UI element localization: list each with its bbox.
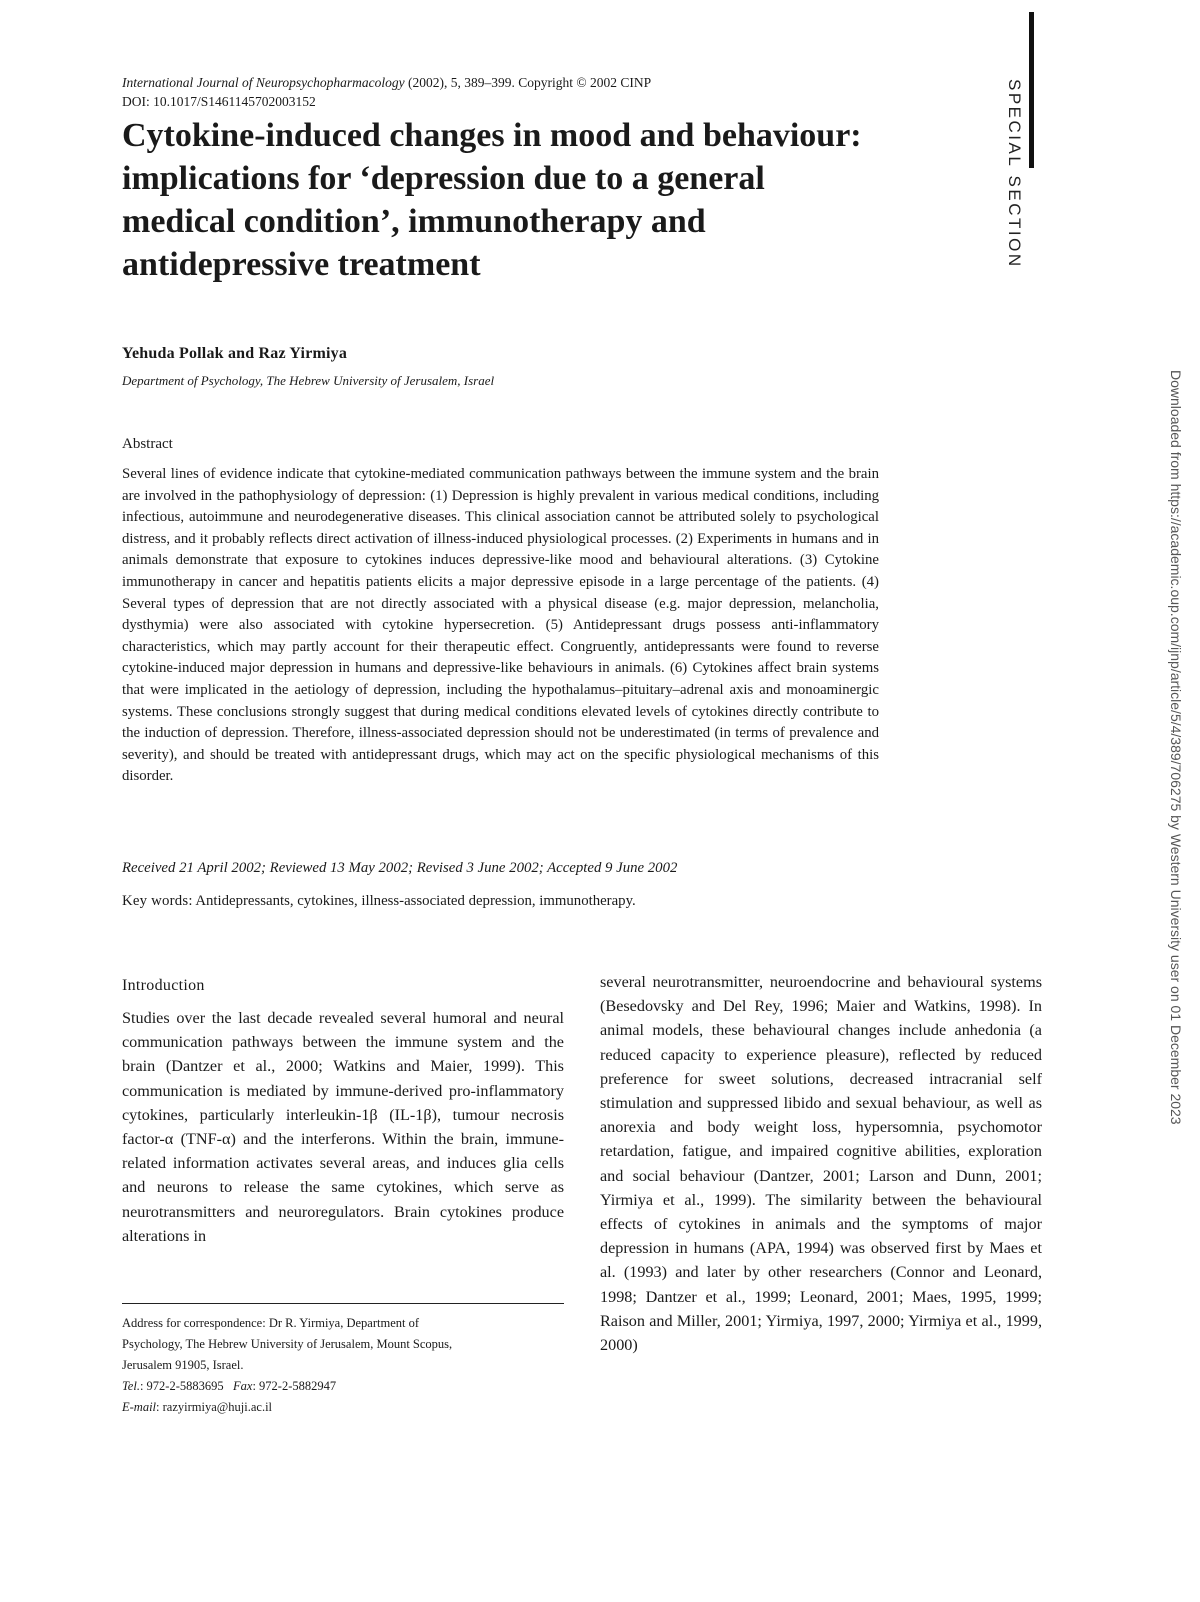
correspondence-phone-fax <box>122 1376 564 1397</box>
keywords <box>122 893 636 910</box>
correspondence-footnote <box>122 1313 564 1418</box>
fax-label: Fax <box>233 1379 253 1393</box>
doi: DOI: 10.1017/S1461145702003152 <box>122 94 316 109</box>
fax-number: : 972-2-5882947 <box>252 1379 337 1393</box>
correspondence-email <box>122 1397 564 1418</box>
abstract-text: Several lines of evidence indicate that cytokine-mediated communication pathways between the immune system and the brain are involved in the pathophysiology of depression: (1) Depression is highly prevalent in various medical conditions, including infectious, autoimmune and neurodegenerative diseases. This clinical association cannot be attributed solely to psychological distress, and it probably reflects direct activation of illness-induced physiological processes. (2) Experiments in humans and in animals demonstrate that exposure to cytokines induces depressive-like mood and behavioural alterations. (3) Cytokine immunotherapy in cancer and hepatitis patients elicits a major depressive episode in a large percentage of the patients. (4) Several types of depression that are not directly associated with a physical disease (e.g. major depression, melancholia, dysthymia) were also associated with cytokine hypersecretion. (5) Antidepressant drugs possess anti-inflammatory characteristics, which may partly account for their therapeutic effect. Congruently, antidepressants were found to reverse cytokine-induced major depression in humans and depressive-like behaviours in animals. (6) Cytokines affect brain systems that were implicated in the aetiology of depression, including the hypothalamus–pituitary–adrenal axis and monoaminergic systems. These conclusions strongly suggest that during medical conditions elevated levels of cytokines directly contribute to the induction of depression. Therefore, illness-associated depression should not be underestimated (in terms of prevalence and severity), and should be treated with antidepressant drugs, which may act on the specific physiological mechanisms of this disorder. <box>122 466 879 785</box>
journal-volume-pages: (2002), 5, 389–399. Copyright © 2002 CINP <box>404 75 652 90</box>
special-section-label <box>976 79 1024 269</box>
special-section-bar <box>1029 12 1034 168</box>
tel-number: : 972-2-5883695 <box>139 1379 224 1393</box>
article-title: Cytokine-induced changes in mood and behaviour: implications for ‘depression due to a general medical condition’, immunotherapy and antidepressive treatment <box>122 117 862 283</box>
journal-citation <box>122 73 651 92</box>
introduction-heading: Introduction <box>122 977 205 994</box>
correspondence-line-3: Jerusalem 91905, Israel. <box>122 1358 244 1372</box>
footnote-divider <box>122 1303 564 1304</box>
introduction-right-column: several neurotransmitter, neuroendocrine and behavioural systems (Besedovsky and Del Rey, 1996; Maier and Watkins, 1998). In animal models, these behavioural changes include anhedonia (a reduced capacity to experience pleasure), reflected by reduced preference for sweet solutions, decreased intracranial self stimulation and suppressed libido and sexual behaviour, as well as anorexia and body weight loss, hypersomnia, psychomotor retardation, fatigue, and impaired cognitive abilities, exploration and social behaviour (Dantzer, 2001; Larson and Dunn, 2001; Yirmiya et al., 1999). The similarity between the behavioural effects of cytokines in animals and the symptoms of major depression in humans (APA, 1994) was observed first by Maes et al. (1993) and later by other researchers (Connor and Leonard, 1998; Dantzer et al., 1999; Leonard, 2001; Maes, 1995, 1999; Raison and Miller, 2001; Yirmiya, 1997, 2000; Yirmiya et al., 1999, 2000) <box>600 973 1042 1355</box>
tel-label: Tel. <box>122 1379 140 1393</box>
introduction-left-column: Studies over the last decade revealed several humoral and neural communication pathways between the immune system and the brain (Dantzer et al., 2000; Watkins and Maier, 1999). This communication is mediated by immune-derived pro-inflammatory cytokines, particularly interleukin-1β (IL-1β), tumour necrosis factor-α (TNF-α) and the interferons. Within the brain, immune-related information activates several areas, and induces glia cells and neurons to release the same cytokines, which serve as neurotransmitters and neuroregulators. Brain cytokines produce alterations in <box>122 1009 564 1245</box>
abstract-heading: Abstract <box>122 436 173 452</box>
correspondence-line-2: Psychology, The Hebrew University of Jerusalem, Mount Scopus, <box>122 1337 453 1351</box>
keywords-list: : Antidepressants, cytokines, illness-associated depression, immunotherapy. <box>188 893 636 909</box>
download-notice: Downloaded from https://academic.oup.com/ijnp/article/5/4/389/706275 by Western University user on 01 December 2023 <box>1168 370 1184 1125</box>
correspondence-line-1: Address for correspondence: Dr R. Yirmiya, Department of <box>122 1316 420 1330</box>
special-word: SPECIAL <box>1005 79 1024 169</box>
received-dates: Received 21 April 2002; Reviewed 13 May 2002; Revised 3 June 2002; Accepted 9 June 2002 <box>122 860 678 876</box>
author-affiliation: Department of Psychology, The Hebrew University of Jerusalem, Israel <box>122 373 495 388</box>
email-address[interactable]: : razyirmiya@huji.ac.il <box>156 1400 273 1414</box>
email-label: E-mail <box>122 1400 157 1414</box>
section-word: SECTION <box>1005 175 1024 269</box>
keywords-label: Key words <box>122 893 189 909</box>
journal-name: International Journal of Neuropsychopharmacology <box>122 75 405 90</box>
article-authors: Yehuda Pollak and Raz Yirmiya <box>122 345 348 362</box>
journal-header <box>122 73 651 111</box>
